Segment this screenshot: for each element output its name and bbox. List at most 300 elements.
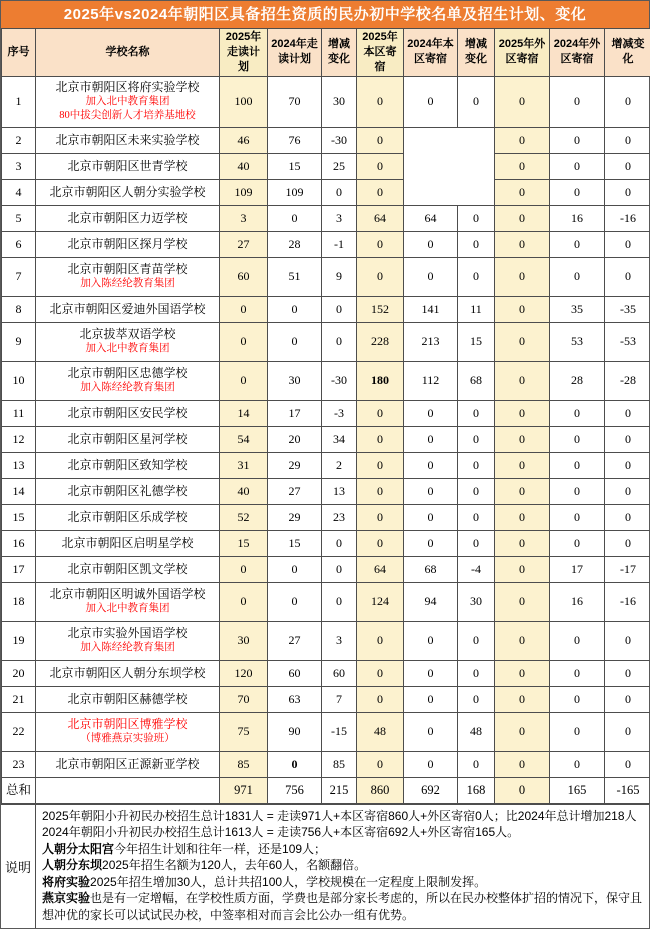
row-number-cell: 20 (2, 660, 36, 686)
value-cell: 48 (357, 712, 404, 751)
value-cell: 27 (220, 231, 268, 257)
school-name: 北京市朝阳区爱迪外国语学校 (38, 302, 217, 317)
value-cell: 0 (404, 751, 458, 777)
header-cell: 序号 (2, 29, 36, 77)
row-number-cell: 21 (2, 686, 36, 712)
value-cell: 0 (605, 478, 650, 504)
value-cell: 2 (322, 452, 357, 478)
school-name-cell (36, 127, 220, 153)
value-cell: 0 (550, 686, 605, 712)
value-cell: 0 (357, 751, 404, 777)
value-cell: 15 (268, 530, 322, 556)
value-cell: 0 (605, 153, 650, 179)
value-cell: 0 (605, 231, 650, 257)
header-cell: 2024年本区寄宿 (404, 29, 458, 77)
note-line: 2024年朝阳小升初民办校招生总计1613人 = 走读756人+本区寄宿692人+外区寄宿165人。 (42, 824, 643, 841)
value-cell: 29 (268, 504, 322, 530)
row-number-cell: 2 (2, 127, 36, 153)
value-cell: 0 (495, 556, 550, 582)
value-cell: 60 (268, 660, 322, 686)
total-value-cell: 0 (495, 777, 550, 803)
value-cell: 0 (495, 504, 550, 530)
value-cell: 30 (220, 621, 268, 660)
school-name: 北京市朝阳区世青学校 (38, 159, 217, 174)
value-cell: 0 (322, 556, 357, 582)
row-number-cell: 17 (2, 556, 36, 582)
value-cell: 0 (495, 296, 550, 322)
value-cell: 60 (322, 660, 357, 686)
value-cell: 0 (458, 452, 495, 478)
school-name: 北京市朝阳区启明星学校 (38, 536, 217, 551)
value-cell: 17 (268, 400, 322, 426)
value-cell: 0 (550, 179, 605, 205)
value-cell: 0 (605, 257, 650, 296)
school-name-cell (36, 76, 220, 127)
total-value-cell: 692 (404, 777, 458, 803)
value-cell: -30 (322, 127, 357, 153)
table-row (2, 400, 650, 426)
value-cell: 64 (357, 205, 404, 231)
header-cell: 2025年外区寄宿 (495, 29, 550, 77)
table-row (2, 231, 650, 257)
table-row (2, 361, 650, 400)
value-cell: 15 (268, 153, 322, 179)
value-cell: 0 (458, 400, 495, 426)
value-cell: 0 (495, 361, 550, 400)
school-name-cell (36, 660, 220, 686)
value-cell: 0 (550, 712, 605, 751)
school-name: 北京市朝阳区将府实验学校 (38, 80, 217, 95)
school-name-cell (36, 426, 220, 452)
school-group-tag: 加入北中教育集团 (38, 602, 217, 616)
value-cell: 0 (495, 205, 550, 231)
value-cell: 0 (495, 660, 550, 686)
school-name: 北京市朝阳区忠德学校 (38, 366, 217, 381)
row-number-cell: 19 (2, 621, 36, 660)
value-cell: 0 (495, 322, 550, 361)
value-cell: 27 (268, 478, 322, 504)
school-name: 北京拔萃双语学校 (38, 327, 217, 342)
value-cell: 0 (268, 556, 322, 582)
row-number-cell: 22 (2, 712, 36, 751)
notes-section (1, 804, 649, 929)
row-number-cell: 23 (2, 751, 36, 777)
school-name: 北京市实验外国语学校 (38, 626, 217, 641)
value-cell: 0 (220, 582, 268, 621)
table-row (2, 556, 650, 582)
value-cell: 0 (322, 322, 357, 361)
table-row (2, 452, 650, 478)
value-cell: 0 (357, 660, 404, 686)
value-cell: 109 (220, 179, 268, 205)
value-cell: -28 (605, 361, 650, 400)
school-name-cell (36, 361, 220, 400)
value-cell: 0 (322, 296, 357, 322)
value-cell: 0 (404, 504, 458, 530)
value-cell: 31 (220, 452, 268, 478)
table-row (2, 322, 650, 361)
notes-content (36, 805, 649, 929)
value-cell: 0 (404, 76, 458, 127)
school-name-cell (36, 205, 220, 231)
value-cell: 0 (605, 621, 650, 660)
table-row (2, 426, 650, 452)
value-cell: -17 (605, 556, 650, 582)
value-cell: 0 (268, 751, 322, 777)
value-cell: 0 (404, 452, 458, 478)
value-cell: 0 (605, 530, 650, 556)
school-name-cell (36, 478, 220, 504)
school-name-cell (36, 751, 220, 777)
total-value-cell: 165 (550, 777, 605, 803)
value-cell: -30 (322, 361, 357, 400)
value-cell: 51 (268, 257, 322, 296)
value-cell: 0 (495, 400, 550, 426)
value-cell: 53 (550, 322, 605, 361)
school-group-tag: 加入北中教育集团 (38, 95, 217, 109)
table-row (2, 686, 650, 712)
note-line: 2025年朝阳小升初民办校招生总计1831人 = 走读971人+本区寄宿860人+外区寄宿0人；比2024年总计增加218人 (42, 808, 643, 825)
value-cell: 0 (458, 478, 495, 504)
value-cell: 85 (220, 751, 268, 777)
table-row (2, 530, 650, 556)
value-cell: 0 (357, 257, 404, 296)
value-cell: 3 (322, 621, 357, 660)
header-cell: 增减变化 (322, 29, 357, 77)
value-cell: 0 (458, 686, 495, 712)
value-cell: 0 (495, 621, 550, 660)
value-cell: 0 (357, 478, 404, 504)
value-cell: 11 (458, 296, 495, 322)
value-cell: 0 (357, 426, 404, 452)
value-cell: 16 (550, 205, 605, 231)
school-name-cell (36, 712, 220, 751)
value-cell: 120 (220, 660, 268, 686)
value-cell: 0 (458, 231, 495, 257)
value-cell: 0 (605, 751, 650, 777)
school-group-tag: 加入陈经纶教育集团 (38, 381, 217, 395)
school-name-cell (36, 400, 220, 426)
value-cell: 0 (268, 296, 322, 322)
header-cell: 增减变化 (458, 29, 495, 77)
header-cell: 2025年本区寄宿 (357, 29, 404, 77)
value-cell: 15 (458, 322, 495, 361)
value-cell: 0 (495, 582, 550, 621)
value-cell: 0 (357, 76, 404, 127)
value-cell: 0 (357, 686, 404, 712)
value-cell: 68 (458, 361, 495, 400)
school-name: 北京市朝阳区凯文学校 (38, 562, 217, 577)
value-cell: 52 (220, 504, 268, 530)
value-cell: 25 (322, 153, 357, 179)
table-row (2, 179, 650, 205)
value-cell: 17 (550, 556, 605, 582)
table-row (2, 621, 650, 660)
value-cell: 0 (495, 179, 550, 205)
value-cell: 0 (404, 478, 458, 504)
table-body (2, 76, 650, 803)
value-cell: 0 (458, 426, 495, 452)
value-cell: 60 (220, 257, 268, 296)
value-cell: 0 (550, 530, 605, 556)
total-school-cell (36, 777, 220, 803)
value-cell: 28 (268, 231, 322, 257)
table-row (2, 153, 650, 179)
value-cell: 0 (220, 322, 268, 361)
row-number-cell: 16 (2, 530, 36, 556)
value-cell: 48 (458, 712, 495, 751)
value-cell: 0 (550, 153, 605, 179)
value-cell: 0 (495, 478, 550, 504)
school-name: 北京市朝阳区博雅学校 (38, 717, 217, 732)
table-row (2, 127, 650, 153)
value-cell: 14 (220, 400, 268, 426)
school-name-cell (36, 231, 220, 257)
value-cell: 64 (404, 205, 458, 231)
table-row (2, 582, 650, 621)
value-cell: 0 (495, 686, 550, 712)
value-cell: 0 (605, 686, 650, 712)
value-cell: 70 (220, 686, 268, 712)
value-cell: -53 (605, 322, 650, 361)
school-name: 北京市朝阳区明诚外国语学校 (38, 587, 217, 602)
value-cell: 0 (495, 76, 550, 127)
value-cell: 0 (322, 530, 357, 556)
header-row (2, 29, 650, 77)
value-cell: 0 (220, 361, 268, 400)
value-cell: 0 (458, 751, 495, 777)
school-name-cell (36, 686, 220, 712)
school-name: 北京市朝阳区星河学校 (38, 432, 217, 447)
value-cell: 0 (495, 231, 550, 257)
school-name: 北京市朝阳区礼德学校 (38, 484, 217, 499)
value-cell: -16 (605, 205, 650, 231)
value-cell: 63 (268, 686, 322, 712)
total-value-cell: 756 (268, 777, 322, 803)
total-value-cell: -165 (605, 777, 650, 803)
header-cell: 增减变化 (605, 29, 650, 77)
value-cell: -1 (322, 231, 357, 257)
note-line: 燕京实验也是有一定增幅，在学校性质方面，学费也是部分家长考虑的，所以在民办校整体扩招的情况下，保守且想冲优的家长可以试试民办校，中签率相对而言会比公办一组有优势。 (42, 890, 643, 923)
value-cell: 0 (357, 153, 404, 179)
value-cell: 0 (404, 621, 458, 660)
school-name-cell (36, 452, 220, 478)
header-cell: 2025年走读计划 (220, 29, 268, 77)
value-cell: 0 (268, 205, 322, 231)
value-cell: 0 (357, 452, 404, 478)
row-number-cell: 12 (2, 426, 36, 452)
school-name-cell (36, 621, 220, 660)
value-cell: 0 (605, 504, 650, 530)
merged-empty-cell (404, 127, 495, 205)
value-cell: 124 (357, 582, 404, 621)
school-name: 北京市朝阳区致知学校 (38, 458, 217, 473)
row-number-cell: 18 (2, 582, 36, 621)
value-cell: 46 (220, 127, 268, 153)
value-cell: 0 (458, 504, 495, 530)
value-cell: 3 (322, 205, 357, 231)
table-row (2, 751, 650, 777)
table-row (2, 257, 650, 296)
page-title: 2025年vs2024年朝阳区具备招生资质的民办初中学校名单及招生计划、变化 (1, 1, 649, 28)
value-cell: 0 (550, 127, 605, 153)
value-cell: 0 (495, 452, 550, 478)
value-cell: 0 (605, 426, 650, 452)
value-cell: 0 (495, 257, 550, 296)
value-cell: 180 (357, 361, 404, 400)
value-cell: 40 (220, 478, 268, 504)
school-group-tag: 加入北中教育集团 (38, 342, 217, 356)
value-cell: 109 (268, 179, 322, 205)
row-number-cell: 10 (2, 361, 36, 400)
value-cell: 0 (605, 400, 650, 426)
value-cell: 0 (404, 426, 458, 452)
value-cell: 0 (550, 452, 605, 478)
table-row (2, 478, 650, 504)
value-cell: 0 (458, 660, 495, 686)
note-line: 人朝分东坝2025年招生名额为120人，去年60人，名额翻倍。 (42, 857, 643, 874)
value-cell: 0 (322, 582, 357, 621)
value-cell: 0 (550, 660, 605, 686)
value-cell: -4 (458, 556, 495, 582)
value-cell: 30 (458, 582, 495, 621)
school-name-cell (36, 296, 220, 322)
value-cell: 228 (357, 322, 404, 361)
value-cell: 0 (458, 257, 495, 296)
school-group-tag: 加入陈经纶教育集团 (38, 277, 217, 291)
value-cell: 30 (322, 76, 357, 127)
value-cell: 0 (495, 712, 550, 751)
value-cell: 27 (268, 621, 322, 660)
value-cell: 0 (495, 127, 550, 153)
value-cell: 13 (322, 478, 357, 504)
school-name: 北京市朝阳区力迈学校 (38, 211, 217, 226)
value-cell: 30 (268, 361, 322, 400)
value-cell: 0 (404, 530, 458, 556)
value-cell: 0 (605, 712, 650, 751)
note-line: 人朝分太阳宫今年招生计划和往年一样，还是109人； (42, 841, 643, 858)
school-name-cell (36, 504, 220, 530)
school-name: 北京市朝阳区正源新亚学校 (38, 757, 217, 772)
note-line: 将府实验2025年招生增加30人，总计共招100人，学校规模在一定程度上限制发挥。 (42, 874, 643, 891)
total-value-cell: 168 (458, 777, 495, 803)
row-number-cell: 14 (2, 478, 36, 504)
value-cell: 0 (550, 478, 605, 504)
value-cell: 0 (357, 400, 404, 426)
value-cell: 213 (404, 322, 458, 361)
school-name: 北京市朝阳区青苗学校 (38, 262, 217, 277)
value-cell: 64 (357, 556, 404, 582)
row-number-cell: 3 (2, 153, 36, 179)
value-cell: 0 (605, 127, 650, 153)
value-cell: 0 (550, 400, 605, 426)
value-cell: 0 (605, 76, 650, 127)
value-cell: 0 (404, 712, 458, 751)
school-name-cell (36, 179, 220, 205)
value-cell: 0 (357, 530, 404, 556)
value-cell: 0 (550, 621, 605, 660)
school-name-cell (36, 556, 220, 582)
row-number-cell: 13 (2, 452, 36, 478)
school-name: 北京市朝阳区赫德学校 (38, 692, 217, 707)
row-number-cell: 1 (2, 76, 36, 127)
school-group-tag: 80中拔尖创新人才培养基地校 (38, 109, 217, 123)
table-row (2, 76, 650, 127)
value-cell: 0 (495, 426, 550, 452)
value-cell: 0 (220, 556, 268, 582)
value-cell: 90 (268, 712, 322, 751)
value-cell: 0 (268, 582, 322, 621)
school-name-cell (36, 257, 220, 296)
value-cell: 0 (495, 153, 550, 179)
row-number-cell: 8 (2, 296, 36, 322)
value-cell: -3 (322, 400, 357, 426)
value-cell: 94 (404, 582, 458, 621)
value-cell: 0 (404, 400, 458, 426)
value-cell: 0 (357, 127, 404, 153)
row-number-cell: 4 (2, 179, 36, 205)
value-cell: 0 (404, 231, 458, 257)
total-value-cell: 860 (357, 777, 404, 803)
value-cell: 0 (550, 231, 605, 257)
total-row (2, 777, 650, 803)
row-number-cell: 5 (2, 205, 36, 231)
value-cell: 0 (357, 621, 404, 660)
value-cell: 0 (404, 257, 458, 296)
value-cell: 0 (458, 621, 495, 660)
value-cell: 23 (322, 504, 357, 530)
value-cell: 0 (220, 296, 268, 322)
school-name: 北京市朝阳区探月学校 (38, 237, 217, 252)
table-row (2, 296, 650, 322)
value-cell: 0 (550, 504, 605, 530)
value-cell: 15 (220, 530, 268, 556)
value-cell: 0 (550, 257, 605, 296)
school-name: 北京市朝阳区人朝分东坝学校 (38, 666, 217, 681)
school-name: 北京市朝阳区乐成学校 (38, 510, 217, 525)
value-cell: 0 (495, 751, 550, 777)
value-cell: 35 (550, 296, 605, 322)
table-row (2, 504, 650, 530)
row-number-cell: 11 (2, 400, 36, 426)
value-cell: 34 (322, 426, 357, 452)
value-cell: 16 (550, 582, 605, 621)
value-cell: 0 (357, 231, 404, 257)
row-number-cell: 9 (2, 322, 36, 361)
table-header (2, 29, 650, 77)
school-name-cell (36, 530, 220, 556)
value-cell: 76 (268, 127, 322, 153)
value-cell: 0 (404, 686, 458, 712)
value-cell: 28 (550, 361, 605, 400)
value-cell: 0 (605, 660, 650, 686)
value-cell: 112 (404, 361, 458, 400)
header-cell: 2024年外区寄宿 (550, 29, 605, 77)
value-cell: 70 (268, 76, 322, 127)
value-cell: 0 (458, 205, 495, 231)
value-cell: 0 (550, 426, 605, 452)
school-group-tag: （博雅燕京实验班） (38, 732, 217, 746)
value-cell: 40 (220, 153, 268, 179)
value-cell: 7 (322, 686, 357, 712)
value-cell: -15 (322, 712, 357, 751)
total-value-cell: 215 (322, 777, 357, 803)
school-name-cell (36, 582, 220, 621)
value-cell: 0 (322, 179, 357, 205)
row-number-cell: 7 (2, 257, 36, 296)
value-cell: 9 (322, 257, 357, 296)
value-cell: 3 (220, 205, 268, 231)
